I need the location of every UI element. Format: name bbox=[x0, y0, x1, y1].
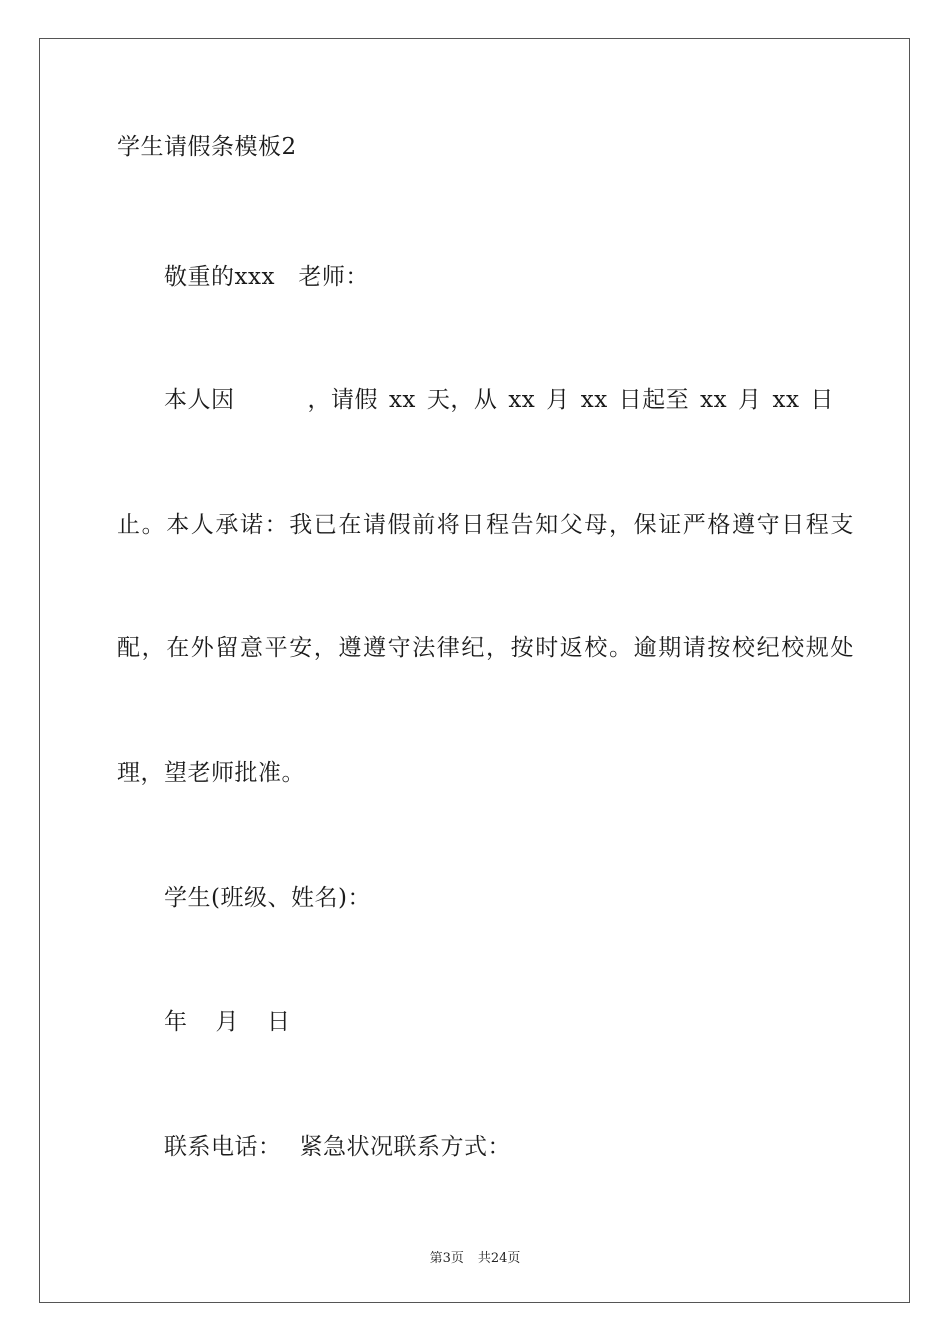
contact-line bbox=[164, 1132, 834, 1162]
salutation bbox=[164, 262, 834, 292]
salutation-text: 敬重的xxx 老师： bbox=[164, 264, 369, 290]
body-token: 天，从 bbox=[426, 387, 498, 413]
body-token: 本人因 bbox=[164, 387, 235, 413]
date-day: 日 bbox=[267, 1009, 291, 1035]
body-line-2: 止。本人承诺：我已在请假前将日程告知父母，保证严格遵守日程支 bbox=[117, 512, 855, 538]
body-token: 日起至 bbox=[618, 387, 690, 413]
page-footer bbox=[0, 1247, 950, 1266]
body-token: xx bbox=[700, 387, 728, 413]
page-current: 第3页 bbox=[429, 1251, 464, 1266]
date-month: 月 bbox=[215, 1009, 239, 1035]
document-title: 学生请假条模板2 bbox=[117, 134, 297, 160]
body-line-3: 配，在外留意平安，遵遵守法律纪，按时返校。逾期请按校纪校规处 bbox=[117, 635, 855, 661]
emergency-contact-label: 紧急状况联系方式： bbox=[299, 1134, 511, 1160]
body-line-1 bbox=[164, 385, 834, 415]
body-line-4: 理，望老师批准。 bbox=[117, 760, 305, 786]
body-token: xx bbox=[772, 387, 800, 413]
contact-phone-label: 联系电话： bbox=[164, 1134, 282, 1160]
body-token: 月 bbox=[546, 387, 570, 413]
body-token: xx bbox=[388, 387, 416, 413]
student-label: 学生(班级、姓名)： bbox=[164, 885, 371, 911]
body-token: xx bbox=[508, 387, 536, 413]
body-token: 月 bbox=[738, 387, 762, 413]
body-token: xx bbox=[580, 387, 608, 413]
body-token: ，请假 bbox=[307, 387, 378, 413]
body-token: 日 bbox=[810, 387, 834, 413]
page-frame bbox=[39, 38, 910, 1303]
page-total: 共24页 bbox=[477, 1251, 521, 1266]
date-line bbox=[164, 1007, 834, 1037]
date-year: 年 bbox=[164, 1009, 188, 1035]
